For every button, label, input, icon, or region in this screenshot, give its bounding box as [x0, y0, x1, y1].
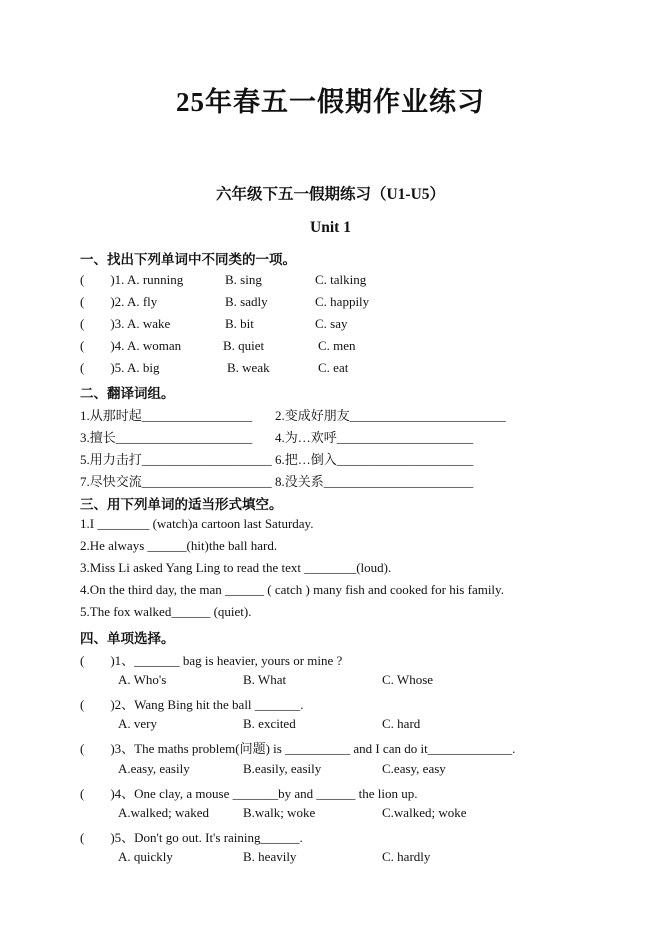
item-stem: ( )4. A. woman — [80, 338, 182, 353]
option-c: C. say — [315, 316, 348, 331]
option-b: B. bit — [225, 316, 254, 331]
option-b: B. weak — [227, 360, 270, 375]
option-b: B. heavily — [243, 849, 297, 864]
mc-question: ( )2、Wang Bing hit the ball _______. — [80, 697, 304, 712]
item-stem: ( )3. A. wake — [80, 316, 171, 331]
item-stem: ( )1. A. running — [80, 272, 184, 287]
option-c: C. happily — [315, 294, 370, 309]
option-a: A. Who's — [118, 672, 167, 687]
mc-question: ( )4、One clay, a mouse _______by and ______ the lion up. — [80, 786, 418, 801]
option-a: A. quickly — [118, 849, 173, 864]
item-stem: ( )5. A. big — [80, 360, 160, 375]
option-b: B. What — [243, 672, 287, 687]
section-3-heading: 三、用下列单词的适当形式填空。 — [80, 497, 283, 512]
option-c: C.walked; woke — [382, 805, 467, 820]
item-stem: ( )2. A. fly — [80, 294, 158, 309]
option-a: A.walked; waked — [118, 805, 209, 820]
option-a: A.easy, easily — [118, 761, 190, 776]
fill-blank-item: 1.I ________ (watch)a cartoon last Saturday. — [80, 516, 314, 531]
option-b: B. sadly — [225, 294, 268, 309]
option-b: B. excited — [243, 716, 296, 731]
mc-question: ( )1、_______ bag is heavier, yours or mine ? — [80, 653, 343, 668]
mc-question: ( )5、Don't go out. It's raining______. — [80, 830, 303, 845]
option-c: C.easy, easy — [382, 761, 446, 776]
mc-question: ( )3、The maths problem(问题) is __________ and I can do it_____________. — [80, 741, 516, 756]
option-b: B. sing — [225, 272, 262, 287]
option-c: C. Whose — [382, 672, 434, 687]
option-c: C. eat — [318, 360, 349, 375]
fill-blank-item: 2.He always ______(hit)the ball hard. — [80, 538, 278, 553]
option-b: B. quiet — [223, 338, 265, 353]
fill-blank-item: 5.The fox walked______ (quiet). — [80, 604, 252, 619]
phrase-left: 3.擅长_____________________ — [80, 430, 253, 445]
page-title: 25年春五一假期作业练习 — [176, 87, 485, 117]
option-c: C. hardly — [382, 849, 431, 864]
phrase-left: 5.用力击打____________________ — [80, 452, 272, 467]
phrase-right: 2.变成好朋友________________________ — [275, 408, 506, 423]
option-c: C. talking — [315, 272, 367, 287]
section-1-heading: 一、找出下列单词中不同类的一项。 — [80, 252, 296, 267]
phrase-left: 7.尽快交流____________________ — [80, 474, 272, 489]
option-b: B.walk; woke — [243, 805, 316, 820]
unit-heading: Unit 1 — [310, 219, 351, 236]
phrase-right: 4.为…欢呼_____________________ — [275, 430, 474, 445]
phrase-right: 6.把…倒入_____________________ — [275, 452, 474, 467]
phrase-left: 1.从那时起_________________ — [80, 408, 253, 423]
option-c: C. hard — [382, 716, 421, 731]
option-a: A. very — [118, 716, 157, 731]
option-c: C. men — [318, 338, 356, 353]
phrase-right: 8.没关系_______________________ — [275, 474, 474, 489]
section-2-heading: 二、翻译词组。 — [80, 386, 175, 401]
option-b: B.easily, easily — [243, 761, 322, 776]
worksheet-subtitle: 六年级下五一假期练习（U1-U5） — [215, 186, 446, 203]
fill-blank-item: 3.Miss Li asked Yang Ling to read the text ________(loud). — [80, 560, 392, 575]
fill-blank-item: 4.On the third day, the man ______ ( catch ) many fish and cooked for his family. — [80, 582, 504, 597]
section-4-heading: 四、单项选择。 — [80, 631, 175, 646]
